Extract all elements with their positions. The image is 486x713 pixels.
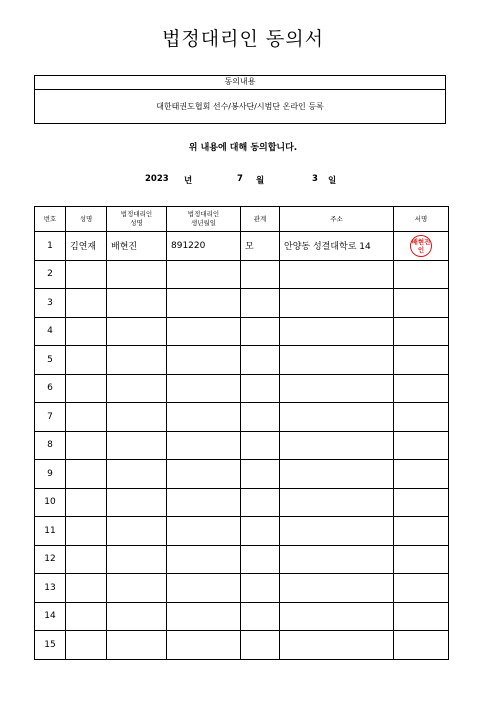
cell-address [280,602,394,631]
cell-number: 1 [35,232,66,261]
cell-guardian-birth: 891220 [167,232,241,261]
cell-guardian-name [107,545,167,574]
cell-signature [394,631,449,660]
cell-address [280,374,394,403]
cell-number: 4 [35,317,66,346]
cell-signature [394,431,449,460]
header-guardian-name: 법정대리인 성명 [107,207,167,232]
cell-guardian-birth [167,317,241,346]
consent-content: 대한태권도협회 선수/봉사단/시범단 온라인 등록 [156,102,324,111]
cell-address [280,574,394,603]
cell-address [280,517,394,546]
header-name: 성명 [66,207,107,232]
date-year-unit: 년 [184,176,193,186]
cell-guardian-birth [167,460,241,489]
cell-name [66,631,107,660]
date-year: 2023 [145,174,169,184]
table-row [35,260,449,289]
cell-relation [241,403,280,432]
cell-relation [241,431,280,460]
cell-number: 7 [35,403,66,432]
table-row [35,517,449,546]
cell-name [66,317,107,346]
cell-relation [241,317,280,346]
consent-box [34,75,446,124]
date-day-unit: 일 [328,176,337,186]
cell-guardian-name: 배현진 [107,232,167,261]
cell-relation [241,289,280,318]
cell-guardian-birth [167,517,241,546]
cell-guardian-birth [167,431,241,460]
cell-address [280,403,394,432]
header-number: 번호 [35,207,66,232]
table-row [35,289,449,318]
cell-name [66,403,107,432]
header-guardian-birth: 법정대리인 생년월일 [167,207,241,232]
cell-signature [394,574,449,603]
cell-guardian-name [107,431,167,460]
cell-name [66,260,107,289]
cell-address [280,431,394,460]
cell-signature [394,317,449,346]
cell-number: 13 [35,574,66,603]
cell-address [280,289,394,318]
cell-number: 2 [35,260,66,289]
cell-number: 12 [35,545,66,574]
cell-relation: 모 [241,232,280,261]
cell-guardian-birth [167,374,241,403]
cell-number: 8 [35,431,66,460]
cell-number: 15 [35,631,66,660]
cell-number: 11 [35,517,66,546]
cell-number: 3 [35,289,66,318]
cell-guardian-name [107,574,167,603]
cell-signature [394,460,449,489]
cell-address: 안양동 성결대학로 14 [280,232,394,261]
cell-name: 김연재 [66,232,107,261]
header-signature: 서명 [394,207,449,232]
document-title: 법정대리인 동의서 [162,28,324,50]
table-row [35,317,449,346]
header-relation: 관계 [241,207,280,232]
cell-number: 6 [35,374,66,403]
agreement-statement: 위 내용에 대해 동의합니다. [188,143,298,153]
cell-guardian-name [107,317,167,346]
date-month: 7 [237,174,243,184]
header-address: 주소 [280,207,394,232]
cell-name [66,460,107,489]
cell-relation [241,488,280,517]
table-header-row [35,207,449,232]
cell-guardian-birth [167,602,241,631]
cell-guardian-name [107,403,167,432]
cell-relation [241,517,280,546]
table-row [35,488,449,517]
cell-name [66,545,107,574]
cell-name [66,374,107,403]
cell-number: 5 [35,346,66,375]
cell-address [280,346,394,375]
table-row [35,545,449,574]
cell-guardian-name [107,346,167,375]
cell-guardian-name [107,374,167,403]
cell-relation [241,574,280,603]
signature-seal-icon: 배현진인 [410,235,432,257]
cell-name [66,488,107,517]
cell-guardian-birth [167,545,241,574]
cell-name [66,517,107,546]
cell-signature [394,488,449,517]
cell-guardian-birth [167,346,241,375]
cell-relation [241,545,280,574]
cell-guardian-birth [167,260,241,289]
cell-address [280,488,394,517]
cell-guardian-birth [167,488,241,517]
cell-address [280,631,394,660]
cell-guardian-name [107,260,167,289]
table-row [35,602,449,631]
cell-number: 10 [35,488,66,517]
cell-relation [241,631,280,660]
date-month-unit: 월 [256,176,265,186]
cell-address [280,545,394,574]
table-row [35,374,449,403]
cell-relation [241,460,280,489]
cell-guardian-name [107,517,167,546]
cell-address [280,460,394,489]
cell-signature [394,260,449,289]
cell-guardian-birth [167,403,241,432]
cell-address [280,260,394,289]
cell-signature [394,545,449,574]
signature-table [34,206,449,660]
table-row [35,431,449,460]
cell-signature [394,602,449,631]
cell-guardian-birth [167,574,241,603]
table-row [35,460,449,489]
cell-name [66,431,107,460]
table-row [35,574,449,603]
cell-guardian-birth [167,289,241,318]
cell-guardian-name [107,488,167,517]
cell-guardian-name [107,460,167,489]
cell-signature [394,517,449,546]
cell-guardian-birth [167,631,241,660]
cell-number: 14 [35,602,66,631]
cell-address [280,317,394,346]
cell-guardian-name [107,289,167,318]
cell-signature [394,232,449,261]
date-day: 3 [312,174,318,184]
cell-name [66,346,107,375]
table-row [35,631,449,660]
cell-relation [241,602,280,631]
cell-name [66,574,107,603]
table-row [35,346,449,375]
cell-signature [394,289,449,318]
cell-relation [241,374,280,403]
cell-relation [241,346,280,375]
cell-guardian-name [107,602,167,631]
signing-date [0,174,486,186]
cell-name [66,289,107,318]
table-row [35,403,449,432]
cell-relation [241,260,280,289]
cell-signature [394,374,449,403]
table-row [35,232,449,261]
cell-signature [394,403,449,432]
cell-number: 9 [35,460,66,489]
table-body [35,232,449,660]
cell-signature [394,346,449,375]
cell-guardian-name [107,631,167,660]
cell-name [66,602,107,631]
consent-heading: 동의내용 [35,76,445,90]
